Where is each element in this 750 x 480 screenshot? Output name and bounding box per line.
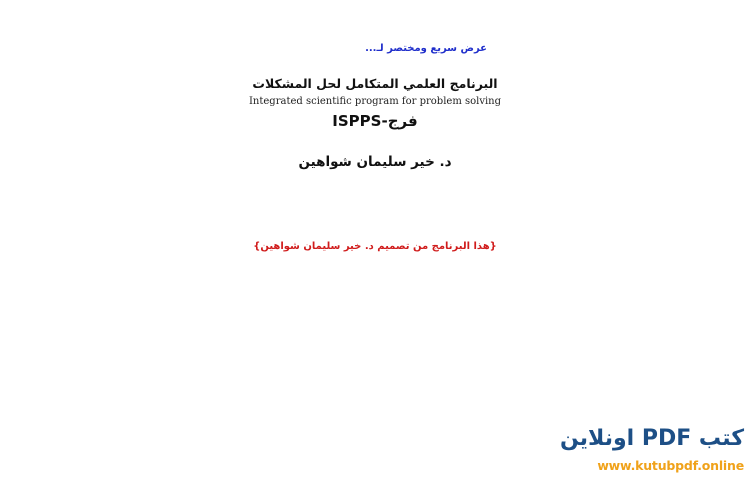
header-note: عرض سريع ومختصر لـ...	[365, 43, 487, 54]
design-credit: {هذا البرنامج من تصميم د. خير سليمان شواهين}	[253, 241, 497, 252]
title-english: Integrated scientific program for problem solving	[248, 96, 502, 107]
program-acronym: فرج-ISPPS	[332, 112, 418, 130]
site-watermark	[559, 424, 746, 478]
title-arabic: البرنامج العلمي المتكامل لحل المشكلات	[252, 76, 498, 91]
watermark-url: www.kutubpdf.online	[597, 458, 744, 473]
author-name: د. خير سليمان شواهين	[298, 154, 452, 170]
watermark-title: كتب PDF اونلاين	[559, 426, 744, 451]
